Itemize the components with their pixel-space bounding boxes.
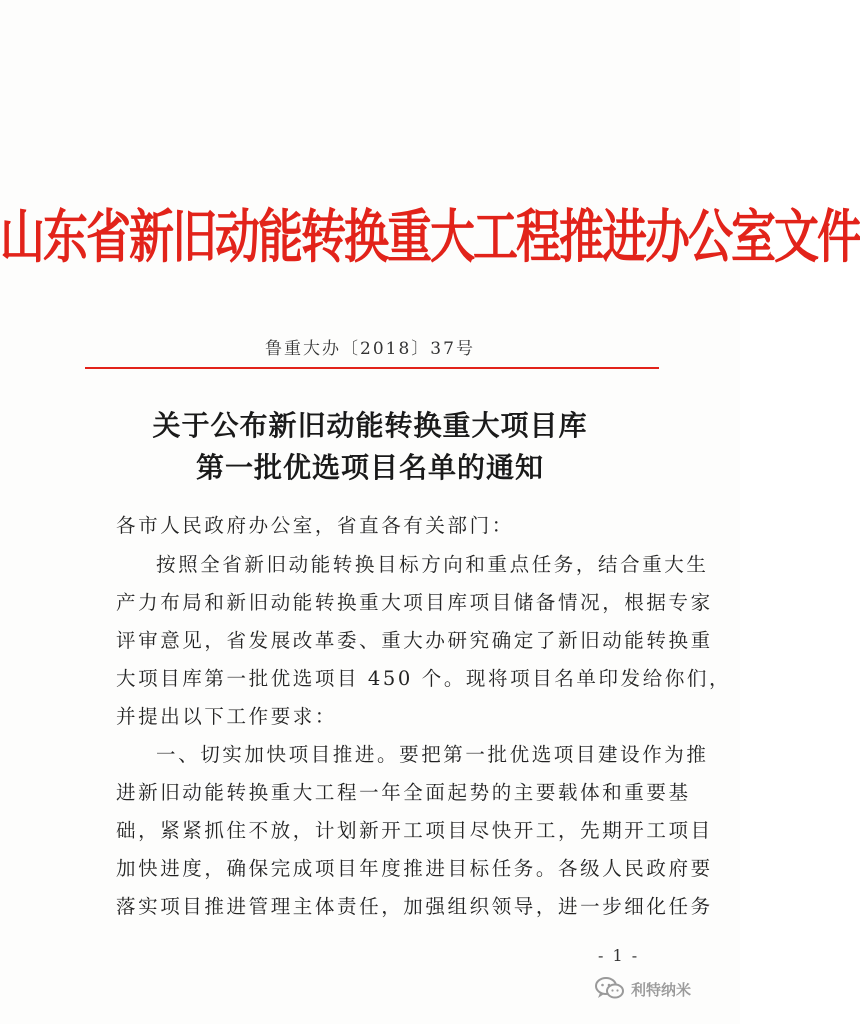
watermark	[594, 975, 691, 1003]
body-line: 产力布局和新旧动能转换重大项目库项目储备情况，根据专家	[116, 591, 713, 614]
body-line: 础，紧紧抓住不放，计划新开工项目尽快开工，先期开工项目	[116, 819, 713, 842]
page-number: - 1 -	[598, 946, 640, 965]
body-line: 加快进度，确保完成项目年度推进目标任务。各级人民政府要	[116, 857, 713, 880]
body-line: 大项目库第一批优选项目 450 个。现将项目名单印发给你们，	[116, 667, 732, 690]
wechat-icon	[594, 975, 626, 1003]
notice-title-line-1: 关于公布新旧动能转换重大项目库	[152, 409, 588, 442]
document-number: 鲁重大办〔2018〕37号	[265, 339, 475, 359]
body-line: 并提出以下工作要求：	[116, 705, 338, 728]
salutation-line: 各市人民政府办公室，省直各有关部门：	[116, 514, 514, 537]
body-line: 落实项目推进管理主体责任，加强组织领导，进一步细化任务	[116, 895, 713, 918]
watermark-label: 利特纳米	[631, 980, 692, 999]
agency-header: 山东省新旧动能转换重大工程推进办公室文件	[0, 202, 860, 271]
notice-title-line-2: 第一批优选项目名单的通知	[195, 451, 544, 484]
body-line: 按照全省新旧动能转换目标方向和重点任务，结合重大生	[156, 553, 709, 576]
body-line: 进新旧动能转换重大工程一年全面起势的主要载体和重要基	[116, 781, 691, 804]
red-divider	[85, 367, 659, 369]
body-line: 评审意见，省发展改革委、重大办研究确定了新旧动能转换重	[116, 629, 713, 652]
body-line: 一、切实加快项目推进。要把第一批优选项目建设作为推	[156, 743, 709, 766]
